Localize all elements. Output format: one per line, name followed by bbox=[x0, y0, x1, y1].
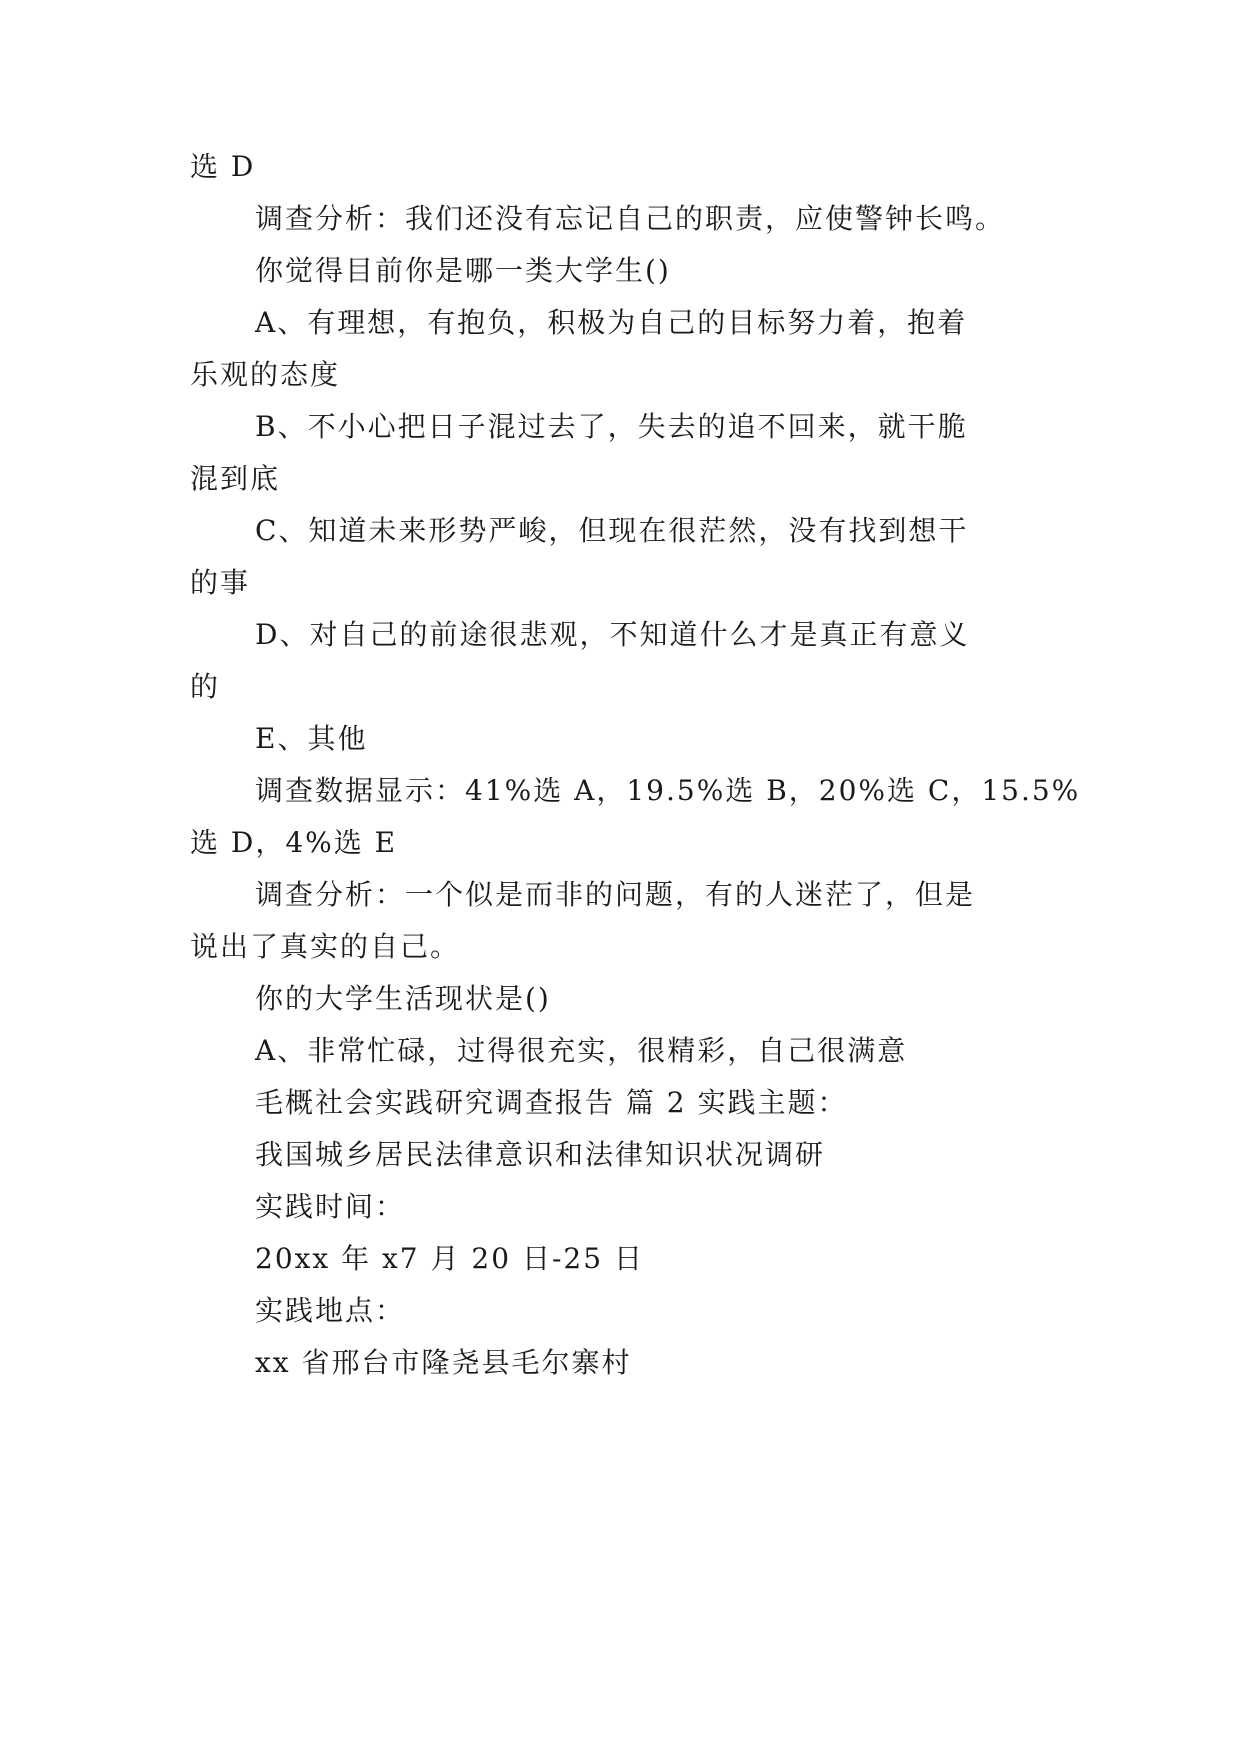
text-line: D、对自己的前途很悲观，不知道什么才是真正有意义 bbox=[255, 618, 970, 651]
text-line: B、不小心把日子混过去了，失去的追不回来，就干脆 bbox=[255, 410, 968, 443]
text-line: 实践时间： bbox=[255, 1190, 406, 1223]
text-line: 乐观的态度 bbox=[190, 358, 341, 391]
text-line: 混到底 bbox=[190, 462, 281, 495]
text-line: 调查分析：一个似是而非的问题，有的人迷茫了，但是 bbox=[255, 878, 976, 911]
text-line: 的事 bbox=[190, 566, 251, 599]
text-line: E、其他 bbox=[255, 722, 368, 755]
text-line: 20xx 年 x7 月 20 日-25 日 bbox=[255, 1242, 644, 1275]
text-line: 调查分析：我们还没有忘记自己的职责，应使警钟长鸣。 bbox=[255, 202, 1006, 235]
text-line: A、有理想，有抱负，积极为自己的目标努力着，抱着 bbox=[255, 306, 968, 339]
text-line: 说出了真实的自己。 bbox=[190, 930, 461, 963]
text-line: 你觉得目前你是哪一类大学生() bbox=[255, 254, 671, 287]
text-line: 我国城乡居民法律意识和法律知识状况调研 bbox=[255, 1138, 826, 1171]
text-line: A、非常忙碌，过得很充实，很精彩，自己很满意 bbox=[255, 1034, 908, 1067]
text-line: 毛概社会实践研究调查报告 篇 2 实践主题： bbox=[255, 1086, 848, 1119]
text-line: 的 bbox=[190, 670, 221, 703]
text-line: 选 D，4%选 E bbox=[190, 826, 398, 859]
text-line: 实践地点： bbox=[255, 1294, 406, 1327]
text-line: xx 省邢台市隆尧县毛尔寨村 bbox=[255, 1346, 632, 1379]
text-line: 你的大学生活现状是() bbox=[255, 982, 551, 1015]
text-line: C、知道未来形势严峻，但现在很茫然，没有找到想干 bbox=[255, 514, 969, 547]
text-line: 调查数据显示：41%选 A，19.5%选 B，20%选 C，15.5% bbox=[255, 774, 1081, 807]
text-line: 选 D bbox=[190, 150, 256, 183]
